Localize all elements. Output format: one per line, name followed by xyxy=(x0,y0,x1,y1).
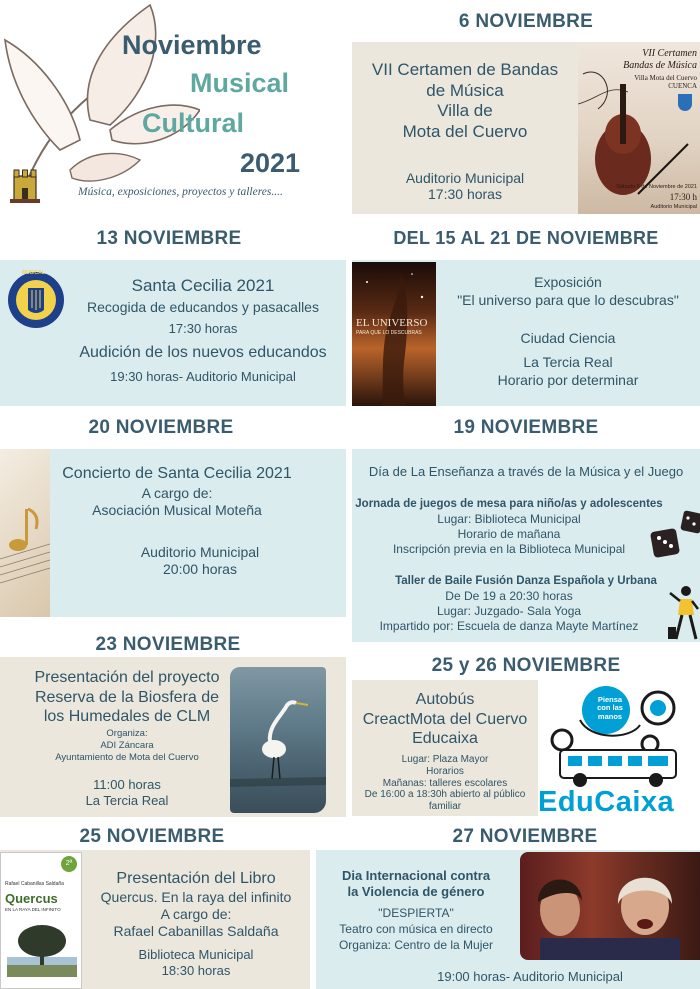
book-badge: 2ª xyxy=(61,856,77,872)
nov6-time: 17:30 horas xyxy=(428,186,502,202)
nov13-time2: 19:30 horas- Auditorio Municipal xyxy=(110,369,296,384)
nov25b-line1: Quercus. En la raya del infinito xyxy=(100,889,292,905)
poster-venue: Auditorio Municipal xyxy=(650,204,697,210)
heron-photo xyxy=(230,667,326,813)
nov25b-line2: A cargo de: xyxy=(160,906,232,922)
educaixa-badge xyxy=(590,696,630,721)
nov19-block2-title: Taller de Baile Fusión Danza Española y Urbana xyxy=(395,575,657,587)
nov25a-line-2: Horarios xyxy=(426,765,464,777)
nov15-place2: La Tercia Real xyxy=(523,354,613,370)
nov6-title-2: de Música xyxy=(426,80,504,100)
date-nov23: 23 NOVIEMBRE xyxy=(95,634,241,655)
nov27-title-1: Dia Internacional contra xyxy=(341,868,491,883)
nov23-title-1: Presentación del proyecto xyxy=(34,669,220,686)
nov27-play: "DESPIERTA" xyxy=(378,906,454,920)
nov25b-title: Presentación del Libro xyxy=(116,870,276,887)
nov13-title: Santa Cecilia 2021 xyxy=(131,276,275,295)
nov23-org1: ADI Záncara xyxy=(100,740,154,751)
actresses-illustration xyxy=(520,852,700,960)
nov25a-title-2: CreactMota del Cuervo xyxy=(362,710,528,728)
nov25b-time: 18:30 horas xyxy=(161,963,231,978)
nov25a-title-1: Autobús xyxy=(415,691,475,708)
nov23-title xyxy=(0,668,254,727)
subtitle: Música, exposiciones, proyectos y talleres.... xyxy=(78,186,283,198)
poster-sub-2: CUENCA xyxy=(668,82,697,90)
nov15-time: Horario por determinar xyxy=(497,372,639,388)
nov25a-line-1: Lugar: Plaza Mayor xyxy=(401,754,489,765)
nov23-title-3: los Humedales de CLM xyxy=(43,708,211,726)
book-cover xyxy=(0,852,82,989)
nov27-line1: Teatro con música en directo xyxy=(339,922,493,936)
title-line-3: Cultural xyxy=(142,108,245,138)
nov13-line1: Recogida de educandos y pasacalles xyxy=(87,299,319,315)
nov23-time: 11:00 horas xyxy=(93,777,161,792)
date-nov19: 19 NOVIEMBRE xyxy=(453,417,599,438)
nov25a-lines xyxy=(352,754,538,813)
date-nov25a: 25 y 26 NOVIEMBRE xyxy=(431,655,621,676)
nov19-block1-title: Jornada de juegos de mesa para niño/as y adolescentes xyxy=(355,498,663,510)
book-author: Rafael Cabanillas Saldaña xyxy=(5,881,64,887)
nov23-title-2: Reserva de la Biosfera de xyxy=(34,688,220,706)
oak-tree-illustration xyxy=(7,917,77,977)
castle-logo xyxy=(8,162,42,204)
poster-date: Sábado 6 de Noviembre de 2021 xyxy=(616,184,697,190)
badge-line-3: manos xyxy=(597,711,623,721)
nov6-title xyxy=(352,60,578,143)
date-nov15: DEL 15 AL 21 DE NOVIEMBRE xyxy=(393,228,659,248)
nov19-block1-line3: Inscripción previa en la Biblioteca Municipal xyxy=(392,542,626,556)
nov6-venue: Auditorio Municipal xyxy=(405,170,525,186)
nov15-subtitle: "El universo para que lo descubras" xyxy=(457,292,679,308)
poster-title-2: Bandas de Música xyxy=(623,59,697,71)
date-nov6: 6 NOVIEMBRE xyxy=(458,11,594,32)
book-subtitle: EN LA RAYA DEL INFINITO xyxy=(5,907,61,912)
nov25a-line-4: De 16:00 a 18:30h abierto al público xyxy=(364,789,526,801)
date-nov27: 27 NOVIEMBRE xyxy=(452,826,598,847)
nov13-time1: 17:30 horas xyxy=(168,321,238,336)
nov6-title-4: Mota del Cuervo xyxy=(402,122,528,142)
poster-time: 17:30 h xyxy=(669,192,697,202)
nov27-title xyxy=(316,868,516,900)
nov20-line1: A cargo de: xyxy=(141,485,213,501)
nov19-block1-line1: Lugar: Biblioteca Municipal xyxy=(437,512,581,526)
nov6-title-3: Villa de xyxy=(437,101,493,121)
nov25a-line-3: Mañanas: talleres escolares xyxy=(382,777,508,789)
universe-poster xyxy=(352,262,436,406)
nov19-title: Día de La Enseñanza a través de la Música y el Juego xyxy=(368,464,684,479)
nov23-org-label: Organiza: xyxy=(106,728,148,739)
date-nov20: 20 NOVIEMBRE xyxy=(88,417,234,438)
nov19-block2-line1: De De 19 a 20:30 horas xyxy=(445,589,573,603)
nov25a-title-3: Educaixa xyxy=(412,730,478,748)
nov15-place1: Ciudad Ciencia xyxy=(520,330,616,346)
poster-shield xyxy=(678,94,692,111)
logo-text: MUSICAL xyxy=(22,270,45,276)
title-line-1: Noviembre xyxy=(122,30,262,60)
nov13-line2: Audición de los nuevos educandos xyxy=(79,344,327,361)
nov19-block2-line3: Impartido por: Escuela de danza Mayte Martínez xyxy=(379,619,639,633)
heron-illustration xyxy=(230,667,326,813)
date-nov13: 13 NOVIEMBRE xyxy=(96,228,242,249)
nov6-title-1: VII Certamen de Bandas xyxy=(371,60,559,79)
dice-icon xyxy=(650,510,700,560)
book-title: Quercus xyxy=(5,891,58,906)
nov15-title: Exposición xyxy=(534,274,602,290)
badge-line-1: Piensa xyxy=(597,695,623,704)
title-year: 2021 xyxy=(240,148,301,178)
poster-sub-1: Villa Mota del Cuervo xyxy=(634,74,697,82)
theatre-photo xyxy=(520,852,700,960)
nov27-line2: Organiza: Centro de la Mujer xyxy=(338,938,494,952)
universe-poster-sub: PARA QUE LO DESCUBRAS xyxy=(356,330,422,336)
nov20-title: Concierto de Santa Cecilia 2021 xyxy=(62,465,292,482)
nov19-block2-line2: Lugar: Juzgado- Sala Yoga xyxy=(436,604,582,618)
title-line-2: Musical xyxy=(190,68,290,98)
poster-sub xyxy=(634,74,697,90)
nov27-title-2: la Violencia de género xyxy=(347,883,485,899)
date-nov25b: 25 NOVIEMBRE xyxy=(79,826,225,847)
nov25b-line3: Rafael Cabanillas Saldaña xyxy=(113,923,279,939)
music-association-logo xyxy=(6,270,66,330)
nov20-time: 20:00 horas xyxy=(163,561,237,577)
nov6-poster xyxy=(578,44,700,214)
dancer-icon xyxy=(668,585,700,641)
nov20-line2: Asociación Musical Moteña xyxy=(92,502,262,518)
poster-title xyxy=(623,48,697,71)
nov27-footer: 19:00 horas- Auditorio Municipal xyxy=(437,969,623,984)
badge-line-2: con las xyxy=(597,703,623,713)
poster-title-1: VII Certamen xyxy=(642,48,697,59)
nov25a-title xyxy=(352,690,538,749)
nov25a-line-5: familiar xyxy=(428,801,462,813)
nov25b-venue: Biblioteca Municipal xyxy=(138,947,254,962)
nov23-venue: La Tercia Real xyxy=(85,793,169,808)
nov23-org2: Ayuntamiento de Mota del Cuervo xyxy=(55,752,199,763)
educaixa-brand: EduCaixa xyxy=(538,786,675,818)
header-section xyxy=(0,0,345,222)
nov20-venue: Auditorio Municipal xyxy=(140,544,260,560)
nov19-block1-line2: Horario de mañana xyxy=(457,527,561,541)
universe-poster-title: EL UNIVERSO xyxy=(356,317,428,329)
